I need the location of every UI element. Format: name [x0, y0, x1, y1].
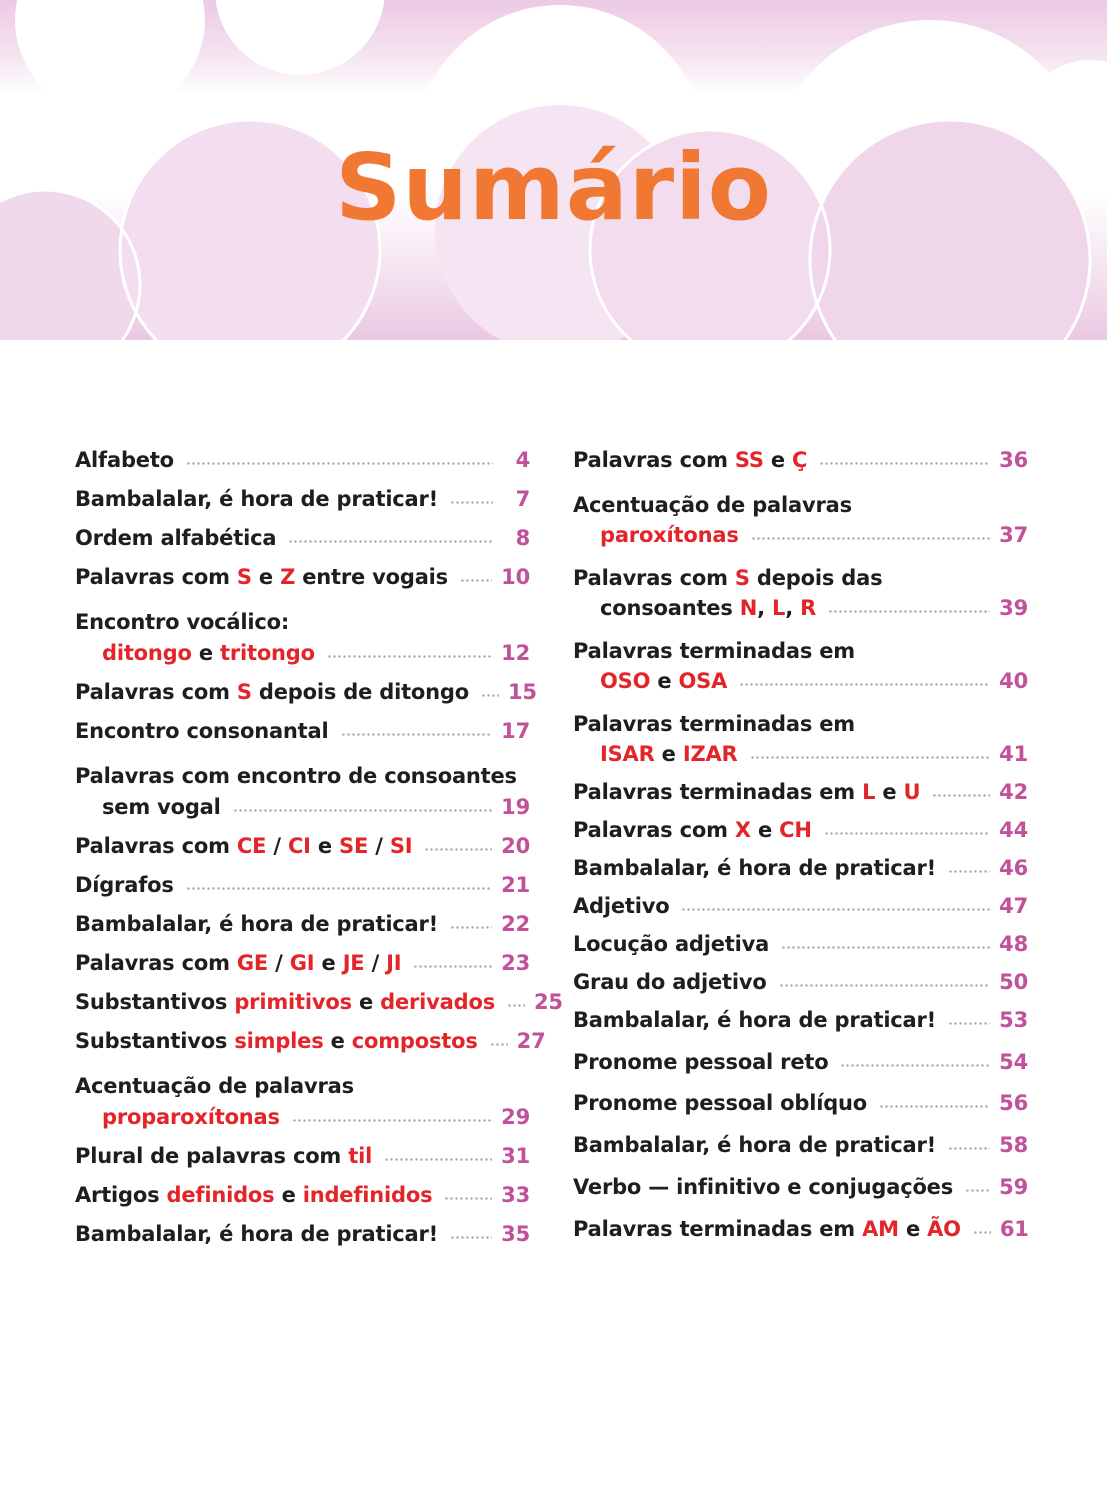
- dot-leader: [327, 655, 492, 658]
- dot-leader: [292, 1119, 492, 1122]
- highlight-text: Ç: [792, 448, 808, 472]
- dot-leader: [481, 694, 499, 697]
- dot-leader: [750, 756, 991, 759]
- dot-leader: [824, 832, 990, 835]
- page-number: 46: [999, 856, 1028, 880]
- entry-label: Grau do adjetivo: [573, 970, 767, 994]
- toc-group-heading: Acentuação de palavras: [75, 1074, 354, 1098]
- toc-entry[interactable]: [573, 1008, 1028, 1050]
- page-number: 48: [999, 932, 1028, 956]
- entry-label: [102, 641, 315, 665]
- toc-entry[interactable]: [573, 669, 1028, 706]
- toc-entry[interactable]: [573, 818, 1028, 856]
- entry-label: [573, 818, 812, 842]
- toc-entry[interactable]: [75, 912, 530, 951]
- highlight-text: S: [734, 566, 750, 590]
- page-number: 53: [999, 1008, 1028, 1032]
- dot-leader: [424, 848, 492, 851]
- entry-label: [600, 742, 738, 766]
- highlight-text: U: [903, 780, 921, 804]
- highlight-text: SE: [339, 834, 369, 858]
- toc-entry[interactable]: [75, 1105, 530, 1144]
- label-text: /: [364, 951, 387, 975]
- page-number: 54: [999, 1050, 1028, 1074]
- entry-label: Locução adjetiva: [573, 932, 770, 956]
- highlight-text: ISAR: [600, 742, 655, 766]
- toc-entry[interactable]: [75, 834, 530, 873]
- label-text: Palavras terminadas em: [573, 780, 863, 804]
- toc-entry[interactable]: [75, 641, 530, 680]
- label-text: e: [191, 641, 220, 665]
- label-text: entre vogais: [295, 565, 448, 589]
- toc-entry[interactable]: [573, 780, 1028, 818]
- highlight-text: OSO: [600, 669, 651, 693]
- dot-leader: [948, 870, 990, 873]
- entry-label: [573, 448, 807, 472]
- toc-entry[interactable]: [75, 1144, 530, 1183]
- toc-entry[interactable]: [75, 526, 530, 565]
- entry-label: [75, 565, 448, 589]
- label-text: e: [898, 1217, 928, 1241]
- dot-leader: [965, 1189, 990, 1192]
- toc-entry[interactable]: [75, 680, 537, 719]
- entry-label: [75, 1144, 372, 1168]
- page-number: 33: [501, 1183, 530, 1207]
- page-number: 37: [999, 523, 1028, 547]
- highlight-text: primitivos: [234, 990, 352, 1014]
- toc-entry[interactable]: [75, 873, 530, 912]
- label-text: Palavras com: [573, 818, 735, 842]
- label-text: e: [251, 565, 281, 589]
- highlight-text: derivados: [380, 990, 495, 1014]
- highlight-text: SI: [389, 834, 413, 858]
- label-text: e: [351, 990, 381, 1014]
- highlight-text: proparoxítonas: [102, 1105, 280, 1129]
- highlight-text: JE: [342, 951, 365, 975]
- entry-label: [75, 834, 412, 858]
- toc-entry[interactable]: [75, 951, 530, 990]
- dot-leader: [233, 809, 493, 812]
- highlight-text: S: [236, 565, 252, 589]
- page-number: 25: [534, 990, 563, 1014]
- page-number: 42: [999, 780, 1028, 804]
- page-number: 59: [999, 1175, 1028, 1199]
- toc-entry[interactable]: [573, 856, 1028, 894]
- toc-entry[interactable]: [573, 448, 1028, 487]
- highlight-text: N: [739, 596, 758, 620]
- highlight-text: R: [800, 596, 817, 620]
- page-title: Sumário: [335, 134, 772, 241]
- toc-right-column: [573, 448, 1028, 1257]
- label-text: depois de ditongo: [251, 680, 469, 704]
- entry-label: Bambalalar, é hora de praticar!: [573, 1008, 937, 1032]
- highlight-text: indefinidos: [302, 1183, 433, 1207]
- page-number: 47: [999, 894, 1028, 918]
- page-number: 44: [999, 818, 1028, 842]
- label-text: Palavras terminadas em: [573, 1217, 863, 1241]
- label-text: e: [274, 1183, 303, 1207]
- dot-leader: [751, 537, 991, 540]
- page-number: 7: [515, 487, 530, 511]
- page-number: 4: [515, 448, 530, 472]
- page-number: 21: [501, 873, 530, 897]
- highlight-text: Z: [280, 565, 296, 589]
- page-number: 58: [999, 1133, 1028, 1157]
- toc-entry[interactable]: [75, 1222, 530, 1261]
- page-number: 15: [507, 680, 537, 704]
- dot-leader: [819, 462, 990, 465]
- highlight-text: til: [348, 1144, 373, 1168]
- entry-label: [600, 523, 739, 547]
- entry-label: sem vogal: [102, 795, 221, 819]
- entry-label: [102, 1105, 280, 1129]
- page-number: 40: [999, 669, 1028, 693]
- entry-label: [75, 680, 469, 704]
- dot-leader: [840, 1064, 990, 1067]
- label-text: Palavras com: [75, 680, 237, 704]
- toc-group-heading: Palavras com encontro de consoantes: [75, 764, 517, 788]
- entry-label: Encontro consonantal: [75, 719, 329, 743]
- entry-label: Alfabeto: [75, 448, 174, 472]
- dot-leader: [781, 946, 990, 949]
- toc-entry[interactable]: [573, 596, 1028, 633]
- page-number: 17: [501, 719, 530, 743]
- highlight-text: JI: [386, 951, 402, 975]
- page-number: 10: [501, 565, 530, 589]
- entry-label: Bambalalar, é hora de praticar!: [75, 912, 439, 936]
- label-text: e: [654, 742, 683, 766]
- dot-leader: [341, 733, 493, 736]
- entry-label: Bambalalar, é hora de praticar!: [573, 1133, 937, 1157]
- toc-group-heading: Palavras terminadas em: [573, 712, 855, 736]
- page-number: 36: [999, 448, 1028, 472]
- entry-label: [573, 780, 920, 804]
- entry-label: Verbo — infinitivo e conjugações: [573, 1175, 954, 1199]
- highlight-text: L: [772, 596, 786, 620]
- entry-label: [75, 951, 401, 975]
- page-number: 19: [501, 795, 530, 819]
- toc-left-column: [75, 448, 563, 1261]
- dot-leader: [450, 501, 493, 504]
- toc-group-heading: Acentuação de palavras: [573, 493, 852, 517]
- toc-entry[interactable]: [75, 990, 563, 1029]
- page-number: 22: [501, 912, 530, 936]
- toc-entry[interactable]: [75, 1029, 546, 1068]
- highlight-text: CI: [287, 834, 311, 858]
- label-text: e: [763, 448, 793, 472]
- label-text: ,: [785, 596, 801, 620]
- toc-entry[interactable]: [573, 970, 1028, 1008]
- page-number: 27: [516, 1029, 546, 1053]
- entry-label: [600, 596, 816, 620]
- toc-entry[interactable]: [573, 932, 1028, 970]
- highlight-text: OSA: [678, 669, 728, 693]
- entry-label: Pronome pessoal oblíquo: [573, 1091, 868, 1115]
- highlight-text: ditongo: [102, 641, 192, 665]
- label-text: consoantes: [600, 596, 740, 620]
- label-text: Plural de palavras com: [75, 1144, 349, 1168]
- highlight-text: ÃO: [927, 1217, 961, 1241]
- toc-entry[interactable]: [573, 1133, 1028, 1175]
- entry-label: Adjetivo: [573, 894, 670, 918]
- entry-label: [600, 669, 727, 693]
- page-number: 41: [999, 742, 1028, 766]
- toc-group-heading: Palavras terminadas em: [573, 639, 855, 663]
- label-text: e: [323, 1029, 352, 1053]
- header-clouds: [0, 0, 1107, 365]
- toc-entry[interactable]: [75, 487, 530, 526]
- toc-entry[interactable]: [573, 523, 1028, 560]
- toc-entry[interactable]: [573, 1091, 1028, 1133]
- dot-leader: [186, 462, 493, 465]
- label-text: e: [314, 951, 343, 975]
- toc-entry[interactable]: [573, 1175, 1028, 1217]
- entry-label: [75, 990, 495, 1014]
- dot-leader: [288, 540, 493, 543]
- label-text: ,: [757, 596, 773, 620]
- toc-entry[interactable]: [573, 1217, 1028, 1257]
- highlight-text: S: [236, 680, 252, 704]
- label-text: /: [268, 951, 290, 975]
- toc-group-heading: [573, 560, 1028, 596]
- entry-label: Bambalalar, é hora de praticar!: [75, 487, 439, 511]
- page-number: 29: [501, 1105, 530, 1129]
- dot-leader: [444, 1197, 492, 1200]
- entry-label: [75, 1183, 432, 1207]
- toc-group-heading: Encontro vocálico:: [75, 610, 290, 634]
- dot-leader: [879, 1105, 990, 1108]
- label-text: Palavras com: [573, 566, 735, 590]
- page-number: 8: [515, 526, 530, 550]
- label-text: Substantivos: [75, 1029, 235, 1053]
- label-text: depois das: [749, 566, 883, 590]
- dot-leader: [948, 1147, 990, 1150]
- highlight-text: AM: [862, 1217, 899, 1241]
- highlight-text: GI: [289, 951, 315, 975]
- label-text: e: [650, 669, 679, 693]
- label-text: Palavras com: [573, 448, 735, 472]
- page-number: 35: [501, 1222, 530, 1246]
- dot-leader: [450, 926, 492, 929]
- entry-label: Pronome pessoal reto: [573, 1050, 829, 1074]
- dot-leader: [490, 1043, 508, 1046]
- toc-entry[interactable]: [75, 795, 530, 834]
- label-text: Artigos: [75, 1183, 167, 1207]
- dot-leader: [413, 965, 492, 968]
- label-text: Palavras com: [75, 565, 237, 589]
- highlight-text: definidos: [166, 1183, 275, 1207]
- dot-leader: [460, 579, 492, 582]
- dot-leader: [450, 1236, 492, 1239]
- dot-leader: [739, 683, 990, 686]
- entry-label: Ordem alfabética: [75, 526, 277, 550]
- toc-entry[interactable]: [75, 565, 530, 604]
- page-number: 50: [999, 970, 1028, 994]
- entry-label: [573, 1217, 961, 1241]
- entry-label: Dígrafos: [75, 873, 174, 897]
- highlight-text: GE: [236, 951, 269, 975]
- highlight-text: compostos: [351, 1029, 478, 1053]
- dot-leader: [779, 984, 991, 987]
- highlight-text: tritongo: [219, 641, 315, 665]
- dot-leader: [507, 1004, 525, 1007]
- label-text: Palavras com: [75, 834, 237, 858]
- entry-label: [75, 1029, 478, 1053]
- label-text: e: [750, 818, 780, 842]
- highlight-text: X: [734, 818, 751, 842]
- entry-label: Bambalalar, é hora de praticar!: [573, 856, 937, 880]
- toc-entry[interactable]: [573, 742, 1028, 780]
- toc-entry[interactable]: [573, 894, 1028, 932]
- page-number: 23: [501, 951, 530, 975]
- dot-leader: [186, 887, 493, 890]
- highlight-text: SS: [734, 448, 764, 472]
- highlight-text: simples: [234, 1029, 324, 1053]
- highlight-text: CH: [779, 818, 812, 842]
- toc-entry[interactable]: [75, 448, 530, 487]
- page-number: 39: [999, 596, 1028, 620]
- dot-leader: [681, 908, 990, 911]
- highlight-text: CE: [236, 834, 267, 858]
- page-number: 56: [999, 1091, 1028, 1115]
- page-number: 31: [501, 1144, 530, 1168]
- toc-entry[interactable]: [75, 719, 530, 758]
- entry-label: Bambalalar, é hora de praticar!: [75, 1222, 439, 1246]
- toc-entry[interactable]: [573, 1050, 1028, 1091]
- highlight-text: L: [862, 780, 876, 804]
- label-text: Substantivos: [75, 990, 235, 1014]
- label-text: Palavras com: [75, 951, 237, 975]
- dot-leader: [948, 1022, 990, 1025]
- dot-leader: [828, 610, 990, 613]
- page-number: 61: [999, 1217, 1029, 1241]
- page-number: 20: [501, 834, 530, 858]
- label-text: e: [310, 834, 340, 858]
- label-text: /: [368, 834, 390, 858]
- label-text: /: [266, 834, 288, 858]
- toc-entry[interactable]: [75, 1183, 530, 1222]
- highlight-text: paroxítonas: [600, 523, 739, 547]
- page-number: 12: [501, 641, 530, 665]
- highlight-text: IZAR: [682, 742, 738, 766]
- dot-leader: [973, 1231, 991, 1234]
- dot-leader: [932, 794, 990, 797]
- label-text: e: [875, 780, 904, 804]
- dot-leader: [384, 1158, 492, 1161]
